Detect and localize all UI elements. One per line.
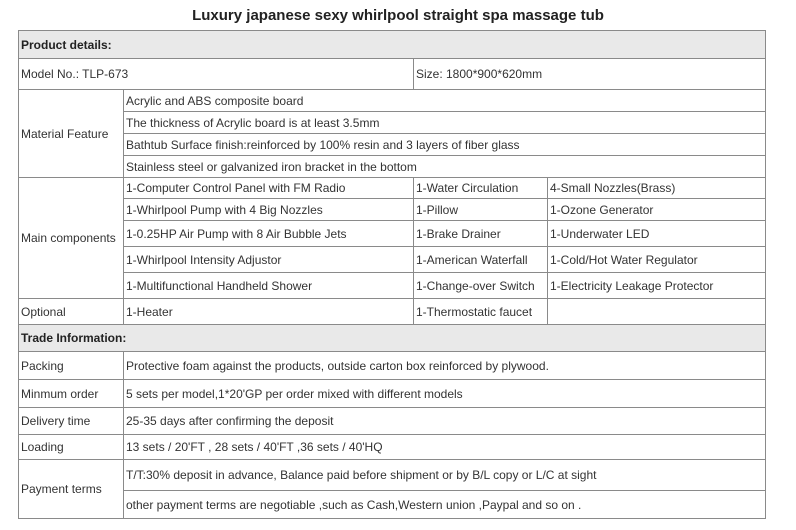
page-title: Luxury japanese sexy whirlpool straight spa massage tub: [192, 7, 604, 24]
trade-label: Delivery time: [19, 408, 124, 435]
trade-label: Loading: [19, 435, 124, 460]
component-item: 1-Whirlpool Intensity Adjustor: [124, 247, 414, 273]
component-item: 1-American Waterfall: [414, 247, 548, 273]
trade-label: Minmum order: [19, 380, 124, 408]
section-product-details: [19, 31, 766, 59]
component-item: 1-0.25HP Air Pump with 8 Air Bubble Jets: [124, 221, 414, 247]
trade-label: Packing: [19, 352, 124, 380]
payment-row: [19, 460, 766, 491]
section-header: Product details:: [19, 31, 766, 59]
material-row: [19, 134, 766, 156]
size-cell: Size: 1800*900*620mm: [414, 59, 766, 90]
trade-value: 13 sets / 20'FT , 28 sets / 40'FT ,36 sets / 40'HQ: [124, 435, 766, 460]
material-label: Material Feature: [19, 90, 124, 178]
material-item: Stainless steel or galvanized iron bracket in the bottom: [124, 156, 766, 178]
section-trade-information: [19, 325, 766, 352]
component-item: 1-Pillow: [414, 199, 548, 221]
trade-value: 5 sets per model,1*20'GP per order mixed with different models: [124, 380, 766, 408]
component-item: 1-Electricity Leakage Protector: [548, 273, 766, 299]
optional-item: 1-Thermostatic faucet: [414, 299, 548, 325]
material-row: [19, 90, 766, 112]
material-item: Bathtub Surface finish:reinforced by 100% resin and 3 layers of fiber glass: [124, 134, 766, 156]
component-item: 1-Water Circulation: [414, 178, 548, 199]
trade-row: [19, 408, 766, 435]
optional-item: 1-Heater: [124, 299, 414, 325]
trade-value: Protective foam against the products, outside carton box reinforced by plywood.: [124, 352, 766, 380]
component-item: 1-Multifunctional Handheld Shower: [124, 273, 414, 299]
trade-row: [19, 380, 766, 408]
component-item: 1-Computer Control Panel with FM Radio: [124, 178, 414, 199]
payment-label: Payment terms: [19, 460, 124, 519]
trade-value: 25-35 days after confirming the deposit: [124, 408, 766, 435]
component-row: [19, 247, 766, 273]
component-item: 4-Small Nozzles(Brass): [548, 178, 766, 199]
component-row: [19, 178, 766, 199]
section-header: Trade Information:: [19, 325, 766, 352]
component-item: 1-Underwater LED: [548, 221, 766, 247]
components-label: Main components: [19, 178, 124, 299]
material-row: [19, 112, 766, 134]
optional-item: [548, 299, 766, 325]
model-cell: Model No.: TLP-673: [19, 59, 414, 90]
component-row: [19, 199, 766, 221]
component-item: 1-Ozone Generator: [548, 199, 766, 221]
material-row: [19, 156, 766, 178]
component-row: [19, 273, 766, 299]
component-item: 1-Change-over Switch: [414, 273, 548, 299]
payment-row: [19, 491, 766, 519]
payment-term: T/T:30% deposit in advance, Balance paid before shipment or by B/L copy or L/C at sight: [124, 460, 766, 491]
component-item: 1-Cold/Hot Water Regulator: [548, 247, 766, 273]
component-item: 1-Brake Drainer: [414, 221, 548, 247]
model-size-row: [19, 59, 766, 90]
product-spec-table: [18, 30, 766, 519]
optional-row: [19, 299, 766, 325]
component-row: [19, 221, 766, 247]
payment-term: other payment terms are negotiable ,such as Cash,Western union ,Paypal and so on .: [124, 491, 766, 519]
material-item: Acrylic and ABS composite board: [124, 90, 766, 112]
material-item: The thickness of Acrylic board is at least 3.5mm: [124, 112, 766, 134]
trade-row: [19, 352, 766, 380]
trade-row: [19, 435, 766, 460]
component-item: 1-Whirlpool Pump with 4 Big Nozzles: [124, 199, 414, 221]
optional-label: Optional: [19, 299, 124, 325]
